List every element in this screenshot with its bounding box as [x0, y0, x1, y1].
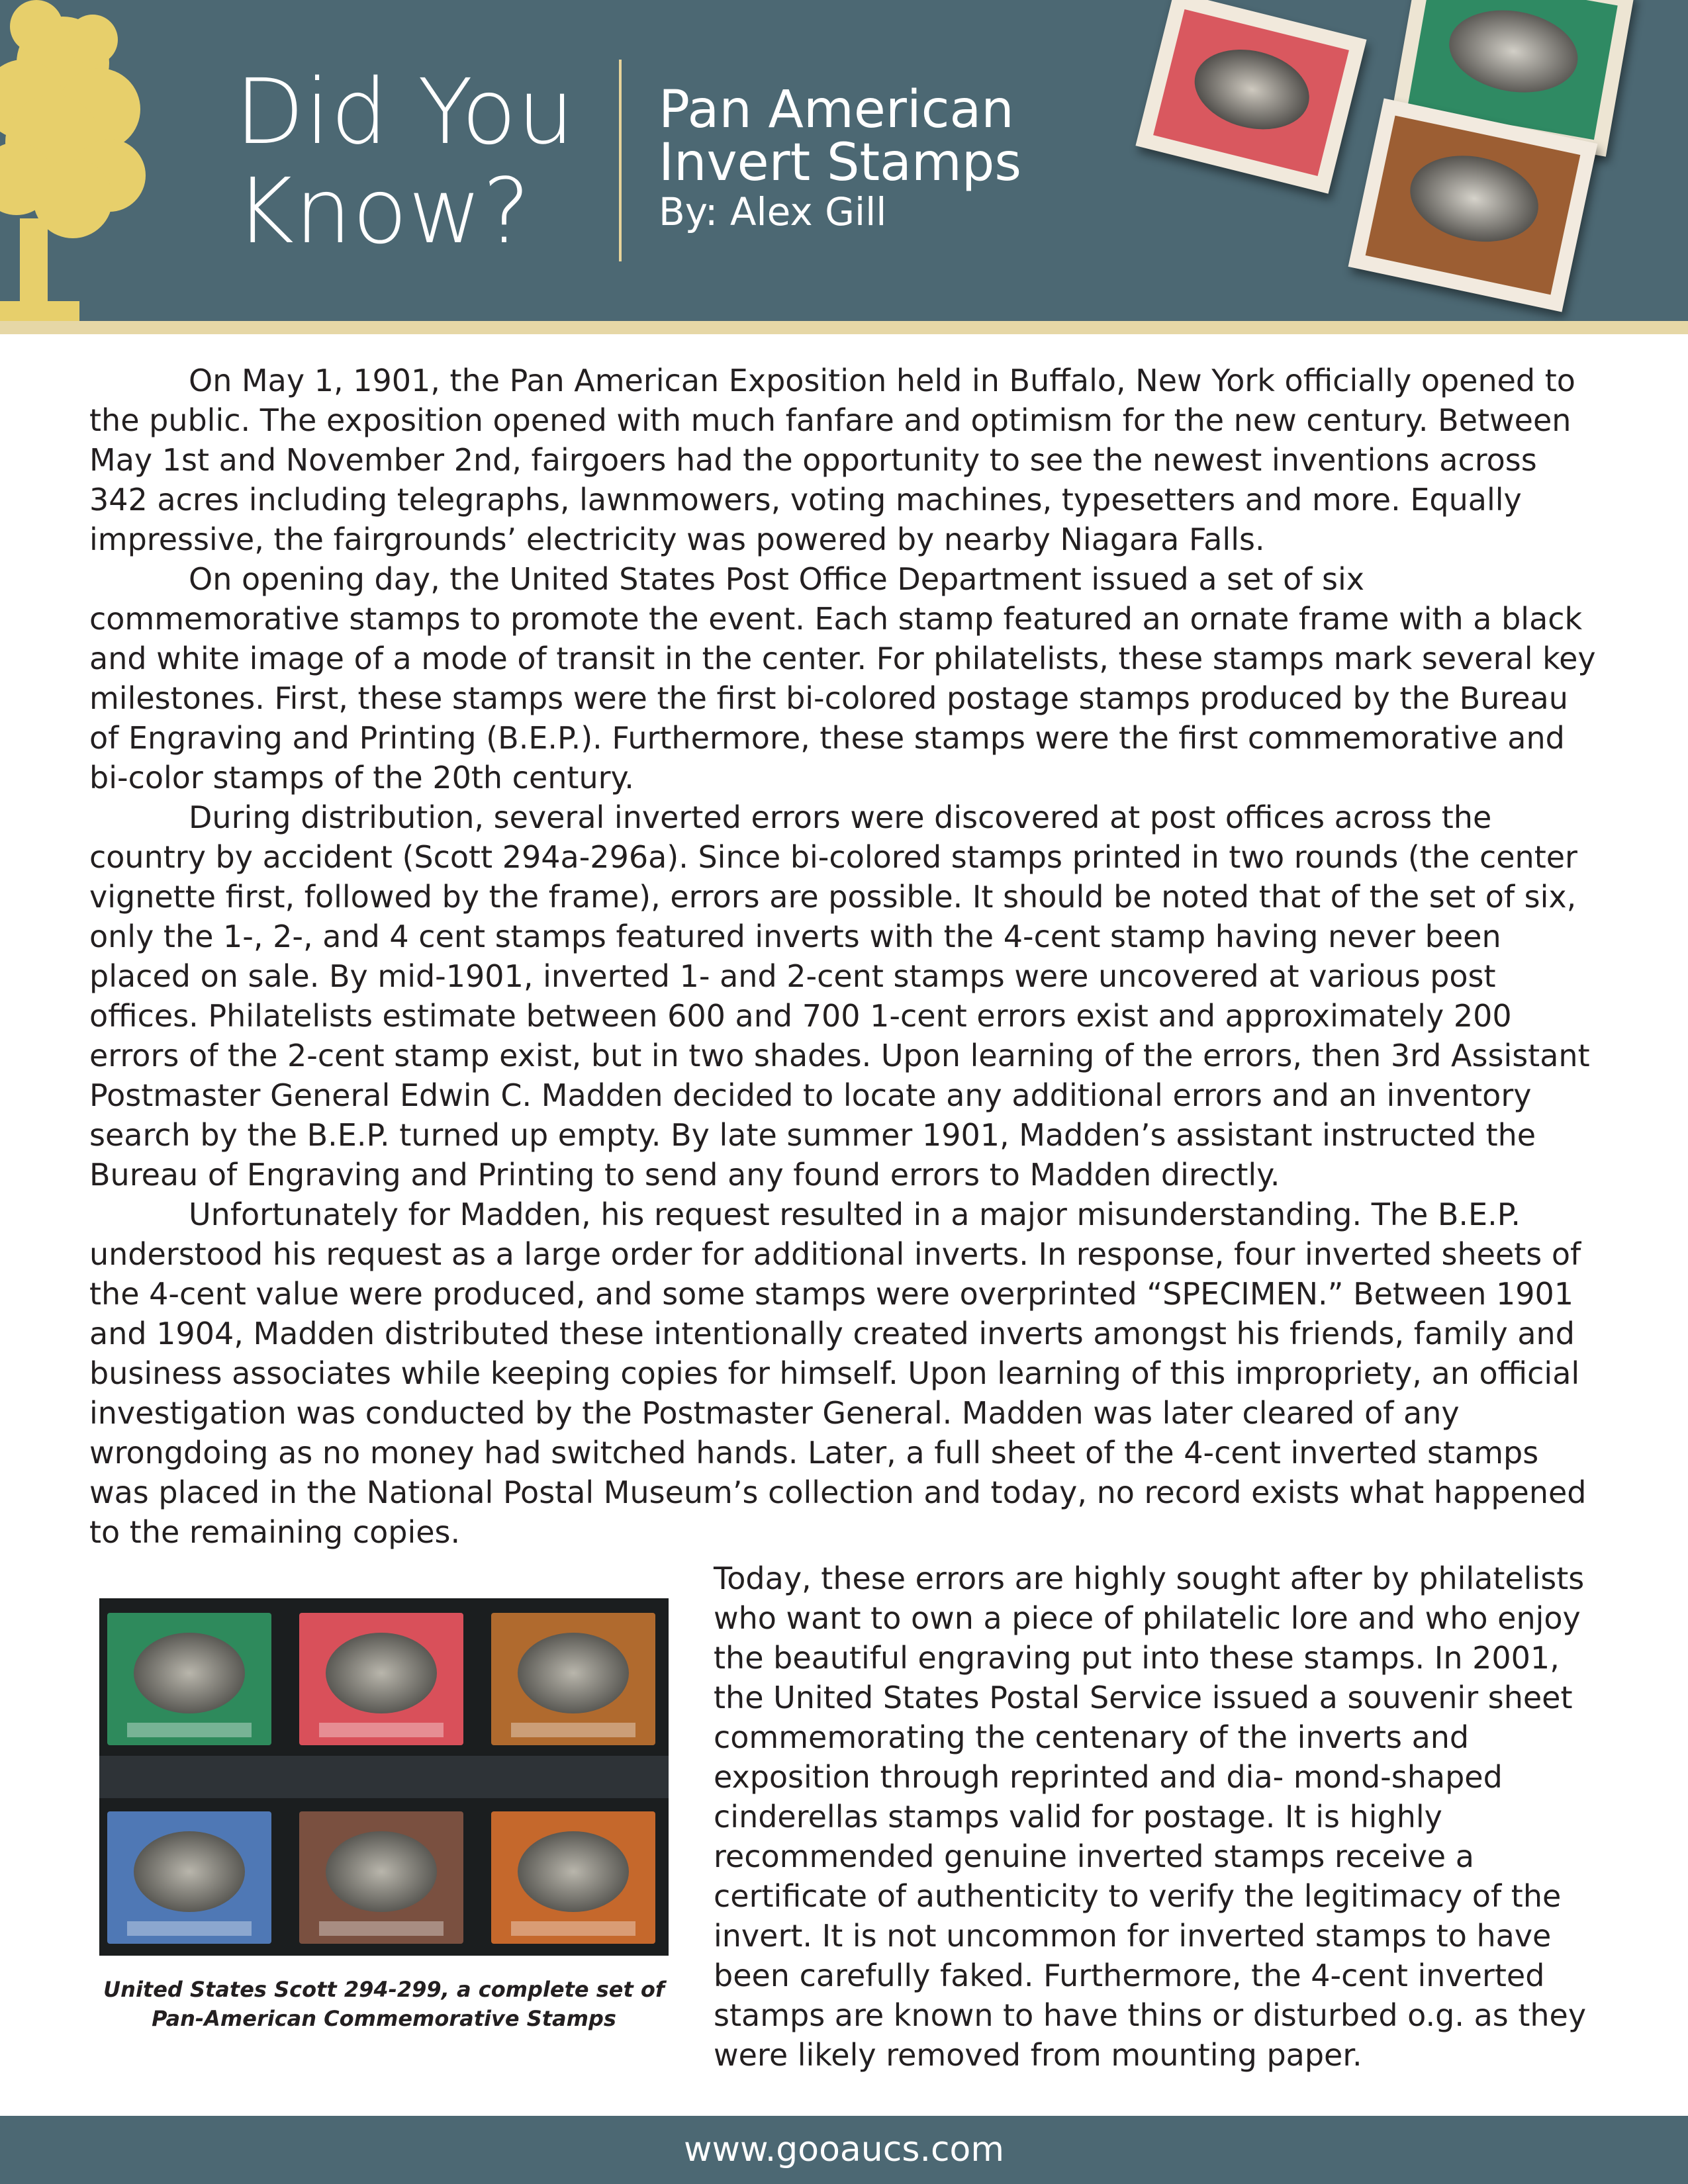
article-body: [89, 361, 1599, 1552]
stamp-5-cent: [107, 1811, 271, 1944]
header-banner: [0, 0, 1688, 321]
paragraph-1: On May 1, 1901, the Pan American Exposition held in Buffalo, New York officially opened to the public. The exposition opened with much fanfare and optimism for the new century. Between May 1st and November 2nd, fairgoers had the opportunity to see the newest inventions across 342 acres including telegraphs, lawnmowers, voting machines, typesetters and more. Equally impressive, the fairgrounds’ electricity was powered by nearby Niagara Falls.: [89, 363, 1575, 557]
stamp-4-cent: [491, 1613, 655, 1745]
stamp-10-cent: [491, 1811, 655, 1944]
did-you-know-title: [235, 60, 606, 264]
caption-line-2: Pan-American Commemorative Stamps: [152, 2006, 616, 2031]
header-accent-stripe: [0, 321, 1688, 334]
paragraph-2: On opening day, the United States Post Office Department issued a set of six commemorative stamps to promote the event. Each stamp featured an ornate frame with a black and white image of a mode of transit in the center. For philatelists, these stamps mark several key milestones. First, these stamps were the first bi-colored postage stamps produced by the Bureau of Engraving and Printing (B.E.P.). Furthermore, these stamps were the first commemorative and bi-color stamps of the 20th century.: [89, 561, 1596, 796]
article-title-block: [659, 80, 1188, 234]
tree-illustration: [0, 0, 152, 321]
byline: By: Alex Gill: [659, 189, 887, 234]
title-line-2: Know?: [235, 159, 531, 264]
paragraph-3: During distribution, several inverted errors were discovered at post offices across the country by accident (Scott 294a-296a). Since bi-colored stamps printed in two rounds (the center vignette first, followed by the frame), errors are possible. It should be noted that of the set of six, only the 1-, 2-, and 4 cent stamps featured inverts with the 4-cent stamp having never been placed on sale. By mid-1901, inverted 1- and 2-cent stamps were uncovered at various post offices. Philatelists estimate between 600 and 700 1-cent errors exist and approximately 200 errors of the 2-cent stamp exist, but in two shades. Upon learning of the errors, then 3rd Assistant Postmaster General Edwin C. Madden decided to locate any additional errors and an inventory search by the B.E.P. turned up empty. By late summer 1901, Madden’s assistant instructed the Bureau of Engraving and Printing to send any found errors to Madden directly.: [89, 799, 1590, 1193]
closing-paragraph: Today, these errors are highly sought after by philatelists who want to own a piece of philatelic lore and who enjoy the beautiful engraving put into these stamps. In 2001, the United States Postal Service issued a souvenir sheet commemorating the centenary of the inverts and exposition through reprinted and dia- mond-shaped cinderellas stamps valid for postage. It is highly recommended genuine inverted stamps receive a certificate of authenticity to verify the legitimacy of the invert. It is not uncommon for inverted stamps to have been carefully faked. Furthermore, the 4-cent inverted stamps are known to have thins or disturbed o.g. as they were likely removed from mounting paper.: [714, 1561, 1587, 2073]
subtitle-line-2: Invert Stamps: [659, 133, 1022, 193]
title-line-1: Did You: [235, 60, 575, 165]
footer-bar: [0, 2116, 1688, 2184]
stamp-8-cent: [299, 1811, 463, 1944]
stamp-set-photo: [99, 1598, 669, 1956]
subtitle-line-1: Pan American: [659, 80, 1014, 140]
title-divider: [619, 60, 622, 261]
caption-line-1: United States Scott 294-299, a complete set of: [103, 1977, 665, 2002]
photo-caption: [99, 1975, 669, 2033]
photo-divider-band: [99, 1756, 669, 1798]
stamp-1-cent: [107, 1613, 271, 1745]
paragraph-4: Unfortunately for Madden, his request resulted in a major misunderstanding. The B.E.P. understood his request as a large order for additional inverts. In response, four inverted sheets of the 4-cent value were produced, and some stamps were overprinted “SPECIMEN.” Between 1901 and 1904, Madden distributed these intentionally created inverts amongst his friends, family and business associates while keeping copies for himself. Upon learning of this impropriety, an official investigation was conducted by the Postmaster General. Madden was later cleared of any wrongdoing as no money had switched hands. Later, a full sheet of the 4-cent inverted stamps was placed in the National Postal Museum’s collection and today, no record exists what happened to the remaining copies.: [89, 1197, 1587, 1550]
website-link[interactable]: www.gooaucs.com: [683, 2130, 1005, 2169]
closing-text: [714, 1559, 1601, 2075]
stamp-2-cent: [299, 1613, 463, 1745]
